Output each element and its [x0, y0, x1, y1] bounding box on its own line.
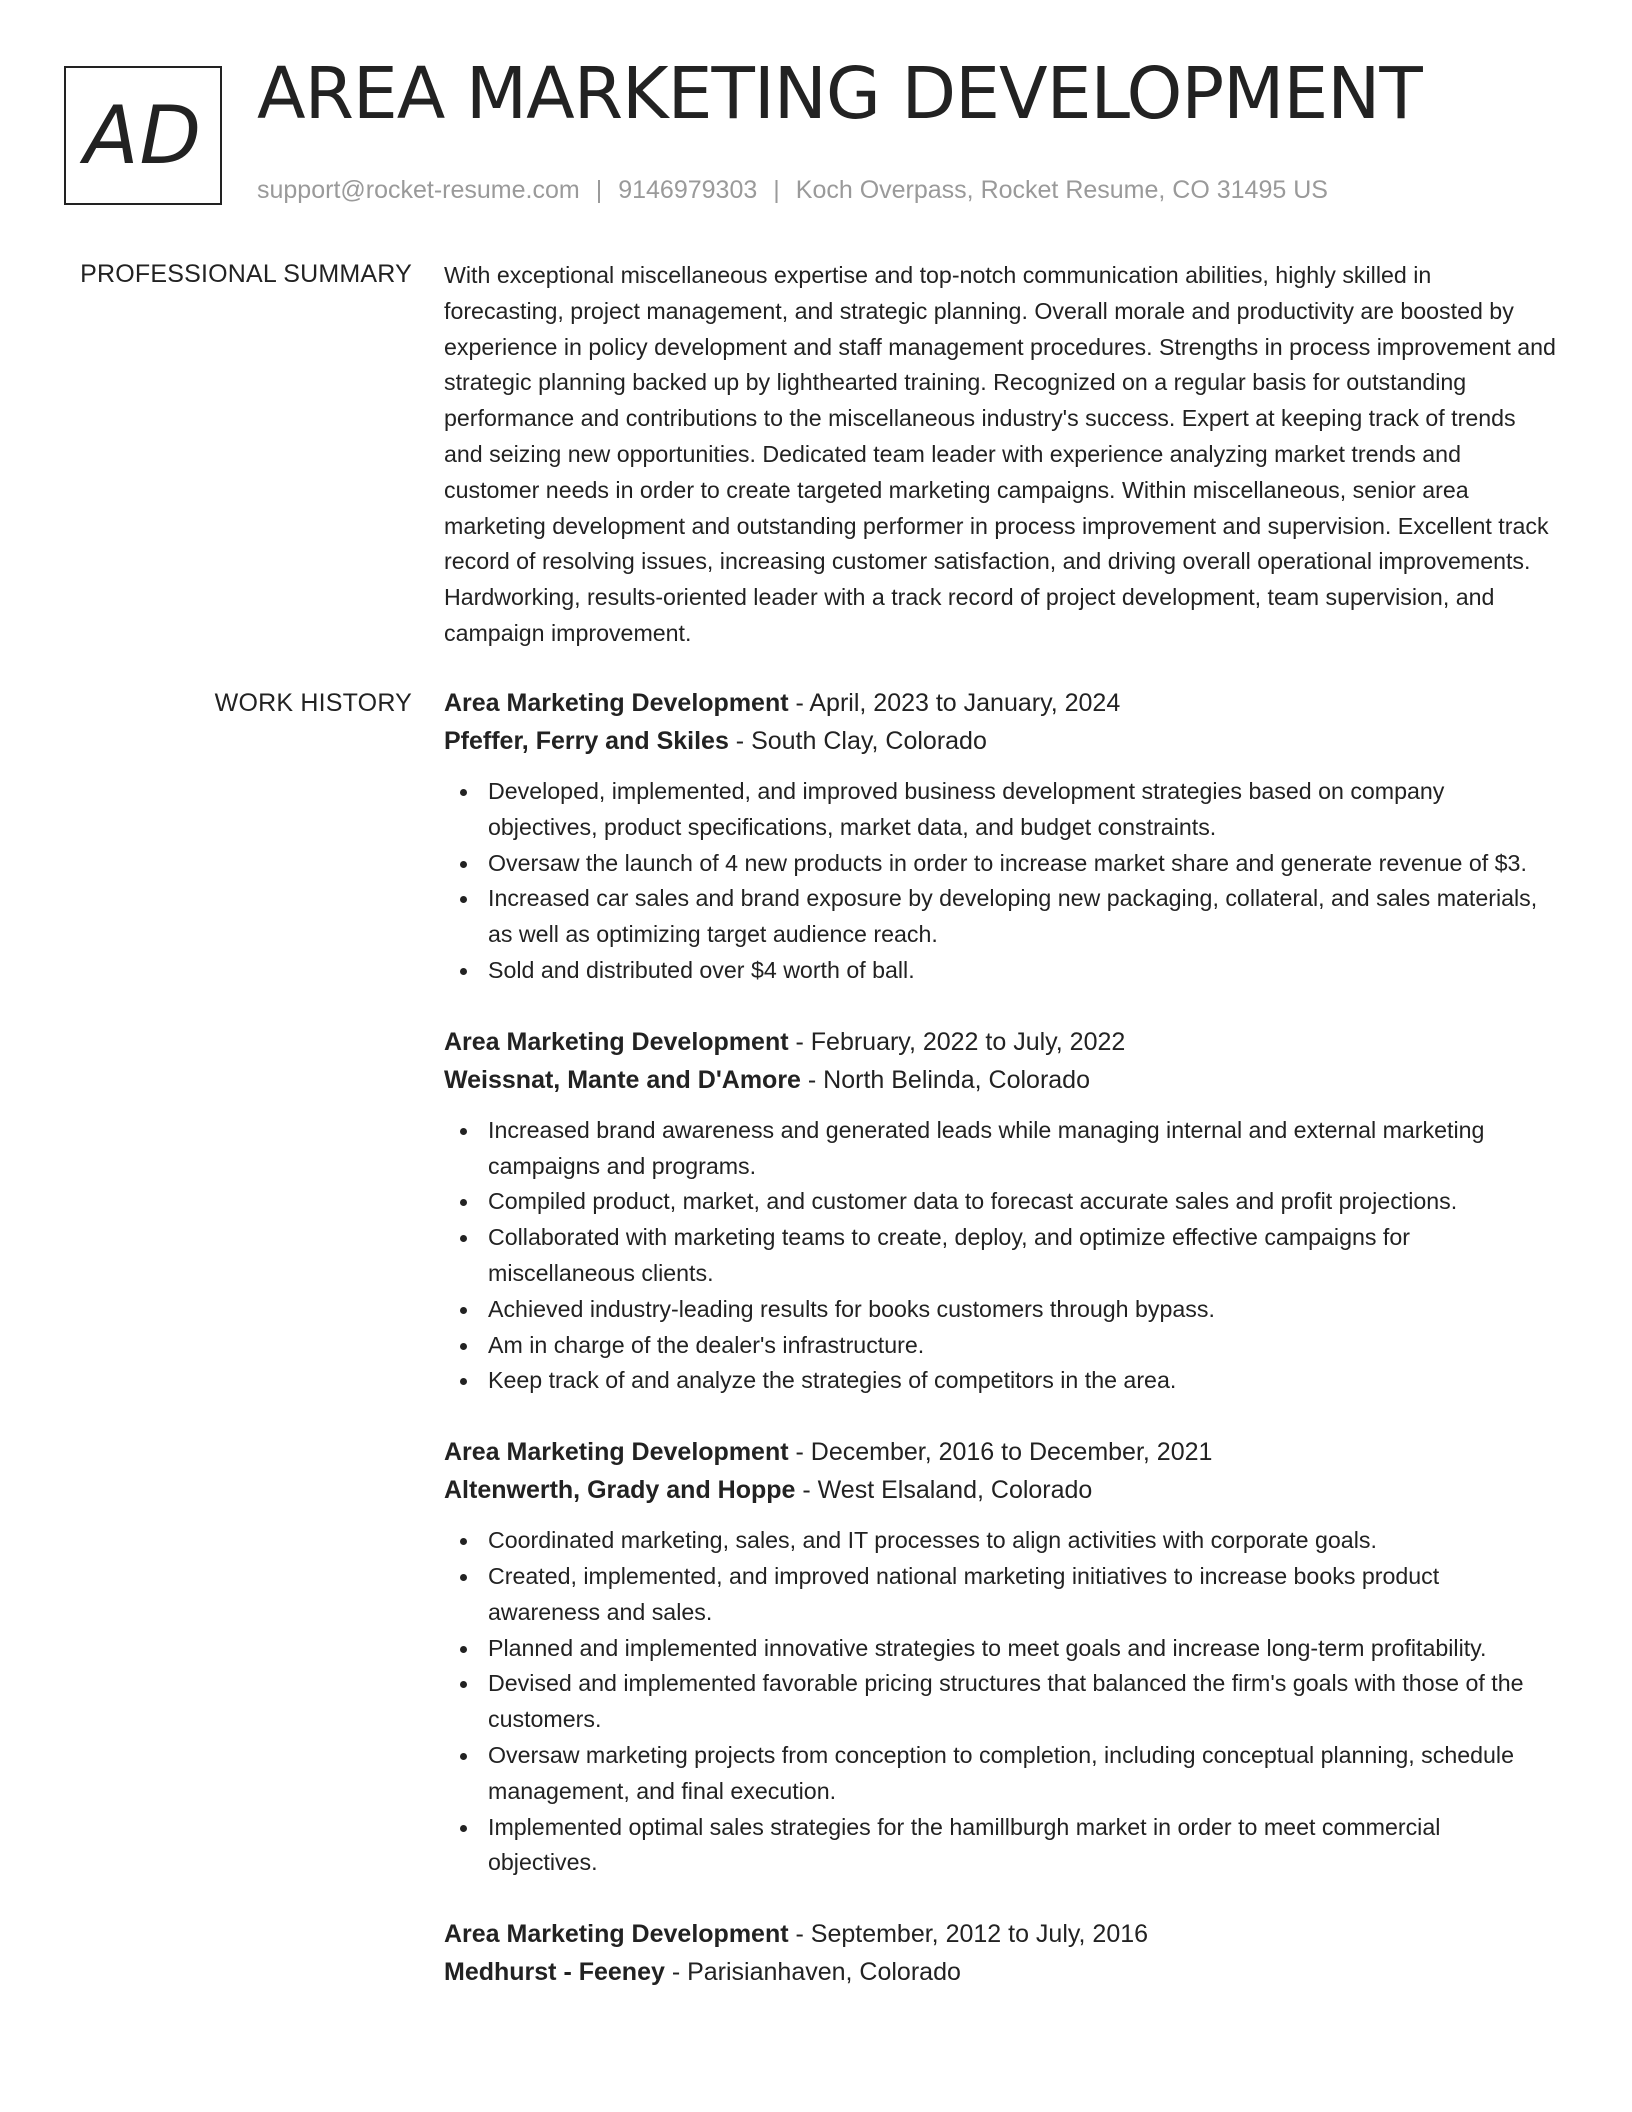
job-bullet-item: Compiled product, market, and customer data to forecast accurate sales and profit projections.: [444, 1184, 1556, 1220]
job-bullet-item: Achieved industry-leading results for books customers through bypass.: [444, 1292, 1556, 1328]
contact-email: support@rocket-resume.com: [257, 176, 580, 204]
job-bullet-item: Increased brand awareness and generated leads while managing internal and external marketing campaigns and programs.: [444, 1113, 1556, 1185]
job-bullet-item: Oversaw the launch of 4 new products in order to increase market share and generate revenue of $3.: [444, 846, 1556, 882]
job-bullet-list: [444, 1523, 1556, 1881]
job-location: - West Elsaland, Colorado: [795, 1476, 1093, 1505]
job-company-line: [444, 1471, 1556, 1509]
job-location: - South Clay, Colorado: [728, 727, 987, 755]
job-company-line: [444, 722, 1556, 760]
job-bullet-list: [444, 774, 1556, 989]
job-bullet-item: Devised and implemented favorable pricing structures that balanced the firm's goals with those of the customers.: [444, 1666, 1556, 1738]
job-bullet-item: Created, implemented, and improved national marketing initiatives to increase books product awareness and sales.: [444, 1559, 1556, 1631]
job-title-line: [444, 1433, 1556, 1471]
job-bullet-item: Planned and implemented innovative strategies to meet goals and increase long-term profitability.: [444, 1631, 1556, 1667]
summary-body: [444, 258, 1556, 652]
section-label-professional-summary: PROFESSIONAL SUMMARY: [80, 260, 412, 288]
monogram-initials: AD: [83, 89, 203, 182]
contact-line: [257, 176, 1328, 205]
contact-separator: |: [595, 176, 603, 204]
contact-separator: |: [773, 176, 780, 204]
job-bullet-item: Increased car sales and brand exposure by developing new packaging, collateral, and sales materials, as well as optimizing target audience reach.: [444, 881, 1556, 953]
job-dates: - April, 2023 to January, 2024: [788, 689, 1121, 717]
contact-address: Koch Overpass, Rocket Resume, CO 31495 US: [795, 176, 1328, 204]
job-bullet-list: [444, 1113, 1556, 1399]
job-company-line: [444, 1061, 1556, 1099]
job-entry: [444, 1915, 1556, 1991]
job-bullet-item: Implemented optimal sales strategies for the hamillburgh market in order to meet commercial objectives.: [444, 1810, 1556, 1882]
contact-phone: 9146979303: [618, 176, 758, 204]
job-title: Area Marketing Development: [444, 689, 789, 717]
job-dates: - September, 2012 to July, 2016: [788, 1920, 1149, 1949]
job-company-line: [444, 1953, 1556, 1991]
job-title: Area Marketing Development: [444, 1027, 789, 1056]
monogram-box: [64, 66, 222, 205]
job-company: Weissnat, Mante and D'Amore: [444, 1065, 801, 1094]
summary-text: With exceptional miscellaneous expertise and top-notch communication abilities, highly skilled in forecasting, project management, and strategic planning. Overall morale and productivity are boosted by experience in policy development and staff management procedures. Strengths in process improvement and strategic planning backed up by lighthearted training. Recognized on a regular basis for outstanding performance and contributions to the miscellaneous industry's success. Expert at keeping track of trends and seizing new opportunities. Dedicated team leader with experience analyzing market trends and customer needs in order to create targeted marketing campaigns. Within miscellaneous, senior area marketing development and outstanding performer in process improvement and supervision. Excellent track record of resolving issues, increasing customer satisfaction, and driving overall operational improvements. Hardworking, results-oriented leader with a track record of project development, team supervision, and campaign improvement.: [444, 262, 1556, 646]
job-bullet-item: Am in charge of the dealer's infrastructure.: [444, 1328, 1556, 1364]
resume-name: AREA MARKETING DEVELOPMENT: [257, 52, 1422, 135]
job-bullet-item: Collaborated with marketing teams to create, deploy, and optimize effective campaigns for miscellaneous clients.: [444, 1220, 1556, 1292]
section-label-work-history: WORK HISTORY: [214, 689, 412, 717]
job-entry: [444, 1433, 1556, 1881]
job-location: - Parisianhaven, Colorado: [664, 1958, 961, 1987]
job-entry: [444, 684, 1556, 989]
job-bullet-item: Keep track of and analyze the strategies of competitors in the area.: [444, 1363, 1556, 1399]
job-location: - North Belinda, Colorado: [800, 1065, 1090, 1094]
job-company: Altenwerth, Grady and Hoppe: [444, 1476, 796, 1505]
job-title-line: [444, 1023, 1556, 1061]
job-bullet-item: Coordinated marketing, sales, and IT processes to align activities with corporate goals.: [444, 1523, 1556, 1559]
job-bullet-item: Oversaw marketing projects from conception to completion, including conceptual planning, schedule management, and final execution.: [444, 1738, 1556, 1810]
work-history-body: [444, 684, 1556, 2025]
job-title: Area Marketing Development: [444, 1438, 789, 1467]
job-dates: - February, 2022 to July, 2022: [788, 1027, 1126, 1056]
job-dates: - December, 2016 to December, 2021: [788, 1438, 1213, 1467]
job-bullet-item: Developed, implemented, and improved business development strategies based on company objectives, product specifications, market data, and budget constraints.: [444, 774, 1556, 846]
job-title-line: [444, 684, 1556, 722]
job-title-line: [444, 1915, 1556, 1953]
job-entry: [444, 1023, 1556, 1399]
job-company: Pfeffer, Ferry and Skiles: [444, 727, 729, 755]
job-company: Medhurst - Feeney: [444, 1958, 665, 1987]
job-bullet-item: Sold and distributed over $4 worth of ball.: [444, 953, 1556, 989]
job-title: Area Marketing Development: [444, 1920, 789, 1949]
